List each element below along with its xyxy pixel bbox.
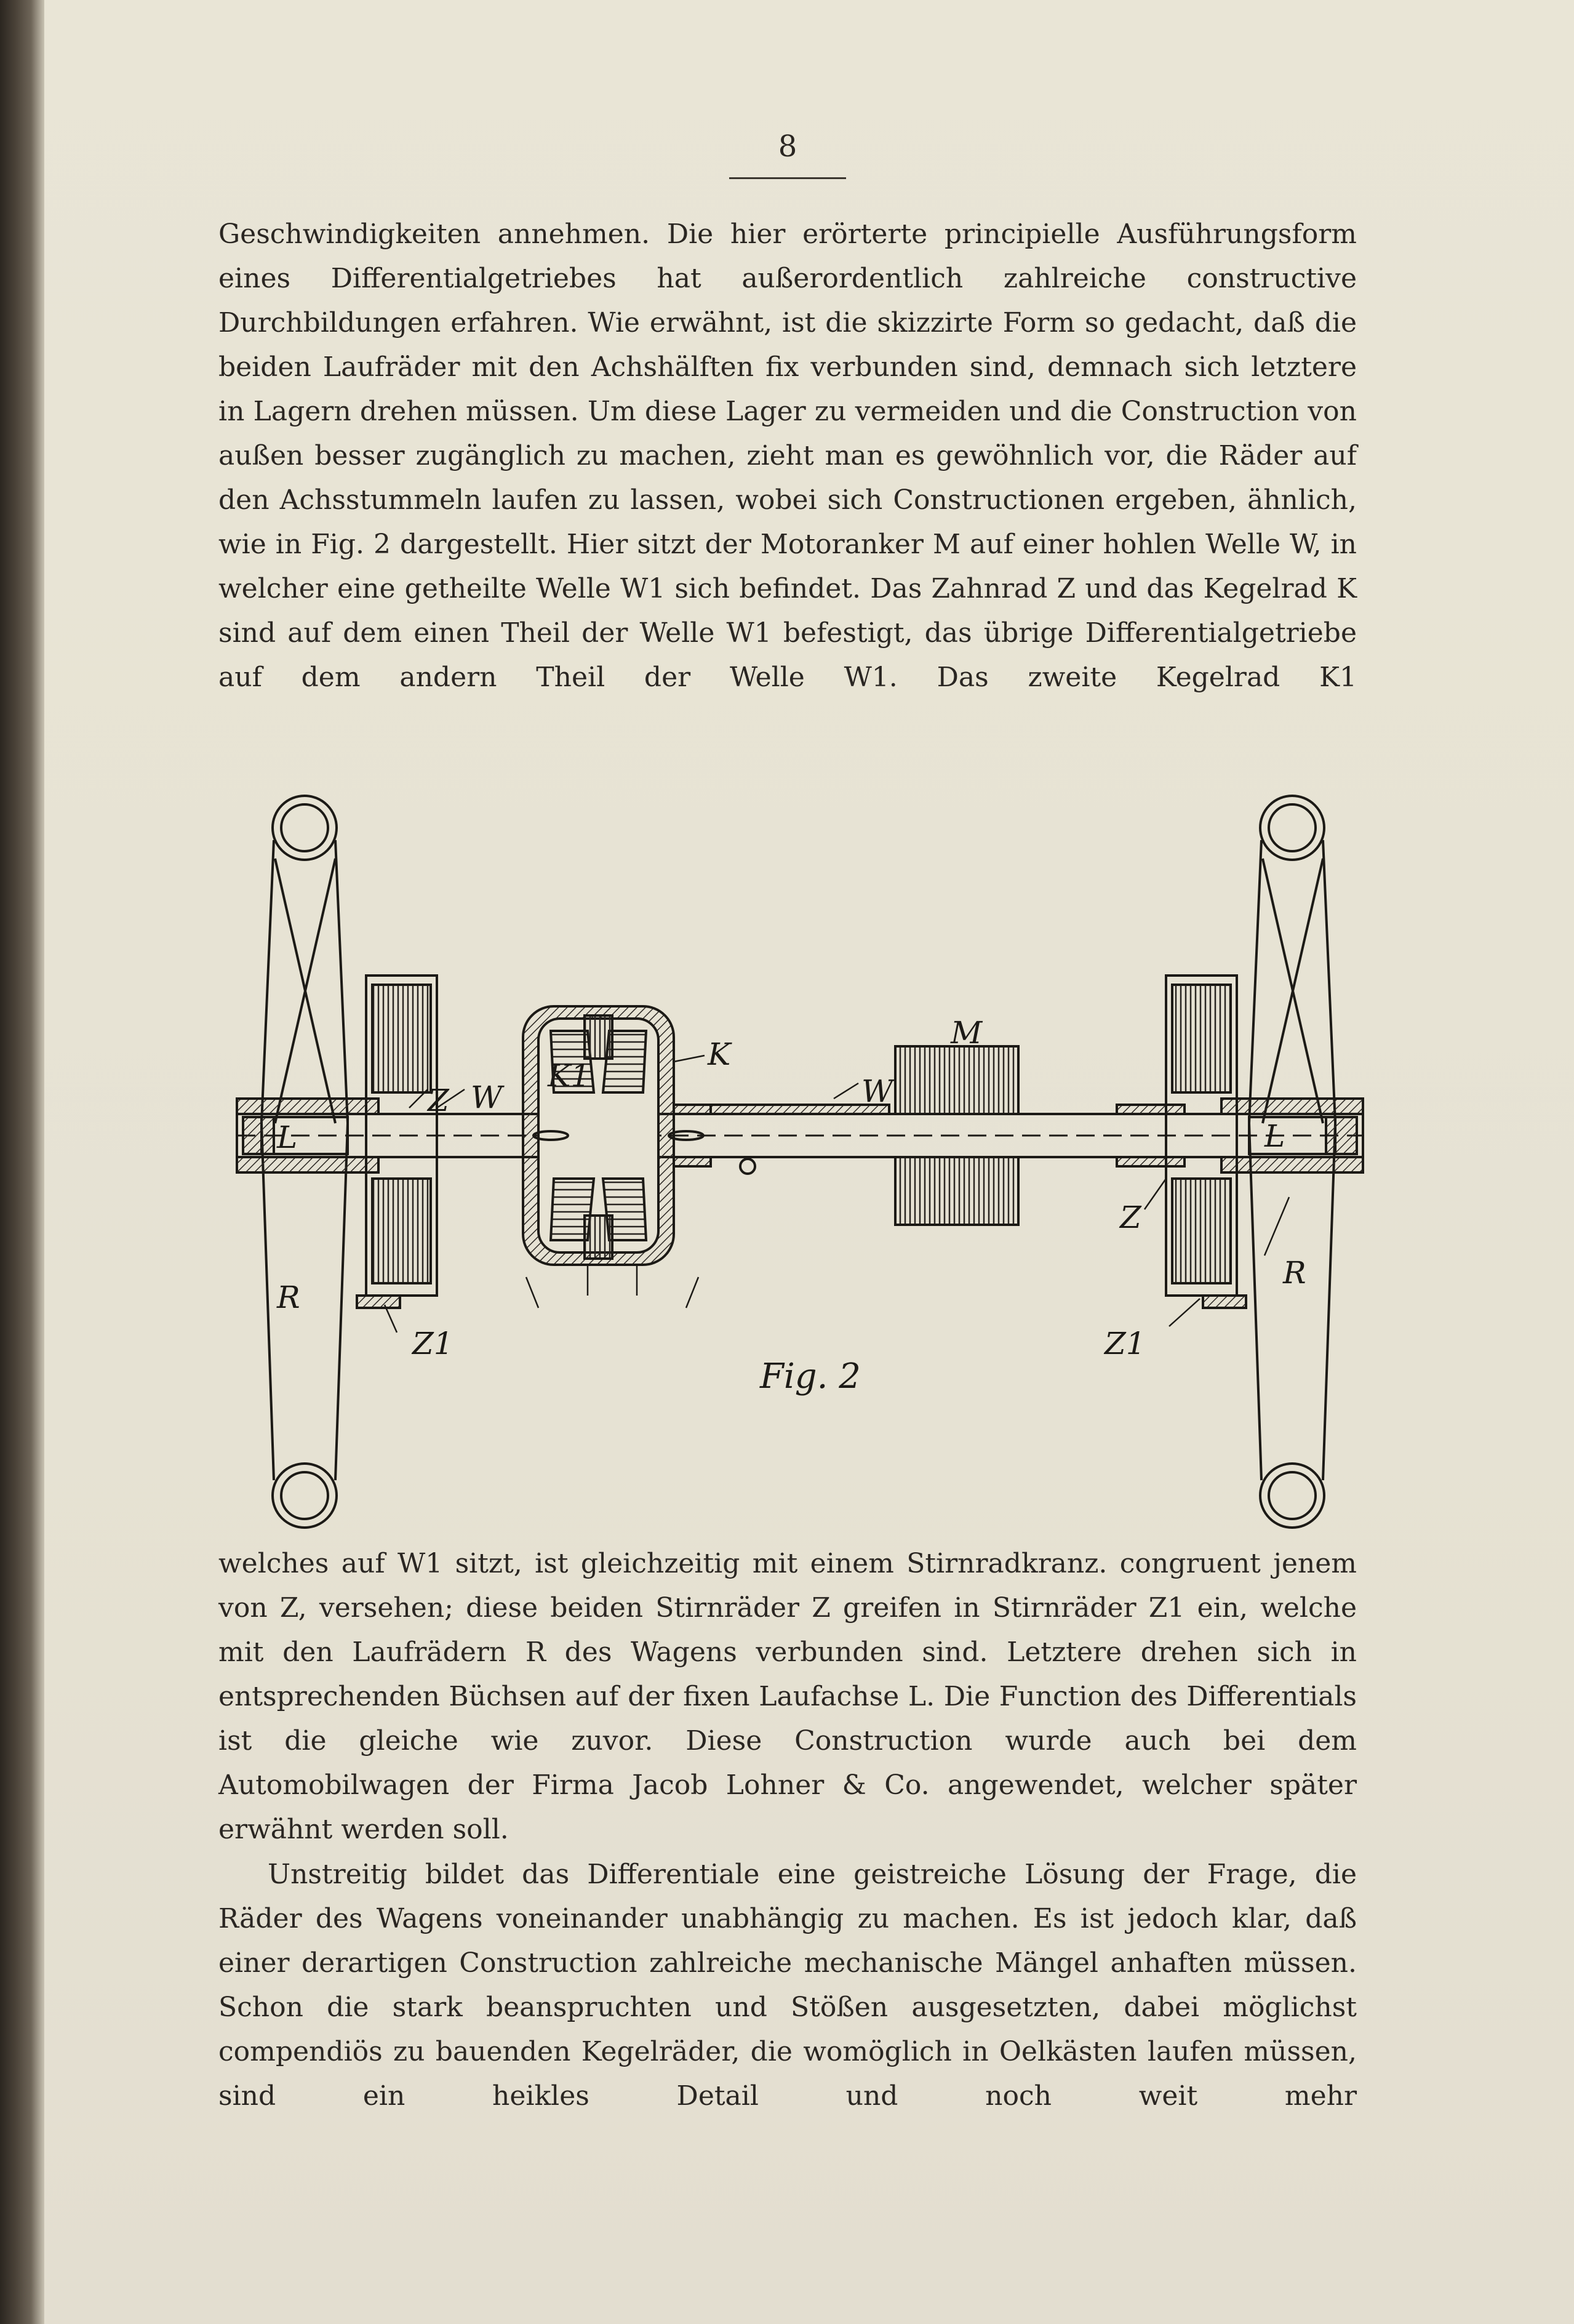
- label-L-left: L: [277, 1120, 298, 1155]
- differential-diagram: [218, 772, 1388, 1529]
- label-K: K: [708, 1036, 731, 1072]
- label-Z1-left: Z1: [412, 1326, 453, 1361]
- label-Z-left: Z: [428, 1083, 449, 1118]
- figure-caption: Fig. 2: [760, 1356, 861, 1396]
- label-W-left: W: [471, 1080, 503, 1115]
- right-spur-gear: [1166, 976, 1246, 1308]
- paragraph-2: welches auf W1 sitzt, ist gleichzeitig mit einem Stirnradkranz. congruent jenem von Z, versehen; diese beiden Stirnräder Z greifen in Stirnräder Z1 ein, welche mit den Laufrädern R des Wagens verbunden sind. Letztere drehen sich in entsprechenden Büchsen auf der fixen Laufachse L. Die Function des Differentials ist die gleiche wie zuvor. Diese Construction wurde auch bei dem Automobilwagen der Firma Jacob Lohner & Co. angewendet, welcher später erwähnt werden soll.: [218, 1548, 1357, 1845]
- left-spur-gear: [357, 976, 437, 1308]
- label-W-right: W: [861, 1073, 893, 1109]
- figure-2-differential-drawing: [218, 772, 1388, 1529]
- label-Z1-right: Z1: [1105, 1326, 1146, 1361]
- paragraph-1: Geschwindigkeiten annehmen. Die hier erörterte principielle Ausführungsform eines Differentialgetriebes hat außerordentlich zahlreiche constructive Durchbildungen erfahren. Wie erwähnt, ist die skizzirte Form so gedacht, daß die beiden Laufräder mit den Achshälften fix verbunden sind, demnach sich letztere in Lagern drehen müssen. Um diese Lager zu vermeiden und die Construction von außen besser zugänglich zu machen, zieht man es gewöhnlich vor, die Räder auf den Achsstummeln laufen zu lassen, wobei sich Constructionen ergeben, ähnlich, wie in Fig. 2 dargestellt. Hier sitzt der Motoranker M auf einer hohlen Welle W, in welcher eine getheilte Welle W1 sich befindet. Das Zahnrad Z und das Kegelrad K sind auf dem einen Theil der Welle W1 befestigt, das übrige Differentialgetriebe auf dem andern Theil der Welle W1. Das zweite Kegelrad K1: [218, 218, 1357, 693]
- book-spine-edge: [0, 0, 44, 2324]
- label-K1: K1: [548, 1058, 591, 1094]
- leader-lines: [385, 1056, 1289, 1332]
- label-R-left: R: [277, 1280, 300, 1315]
- paragraph-3: Unstreitig bildet das Differentiale eine geistreiche Lösung der Frage, die Räder des Wagens voneinander unabhängig zu machen. Es ist jedoch klar, daß einer derartigen Construction zahlreiche mechanische Mängel anhaften müssen. Schon die stark beanspruchten und Stößen ausgesetzten, dabei möglichst compendiös zu bauenden Kegelräder, die womöglich in Oelkästen laufen müssen, sind ein heikles Detail und noch weit mehr: [218, 1859, 1357, 2112]
- page-number: 8: [778, 129, 797, 164]
- label-Z-right: Z: [1120, 1200, 1141, 1235]
- label-L-right: L: [1264, 1118, 1285, 1154]
- page-number-rule: [729, 177, 846, 179]
- label-M: M: [951, 1015, 983, 1051]
- label-R-right: R: [1283, 1255, 1306, 1291]
